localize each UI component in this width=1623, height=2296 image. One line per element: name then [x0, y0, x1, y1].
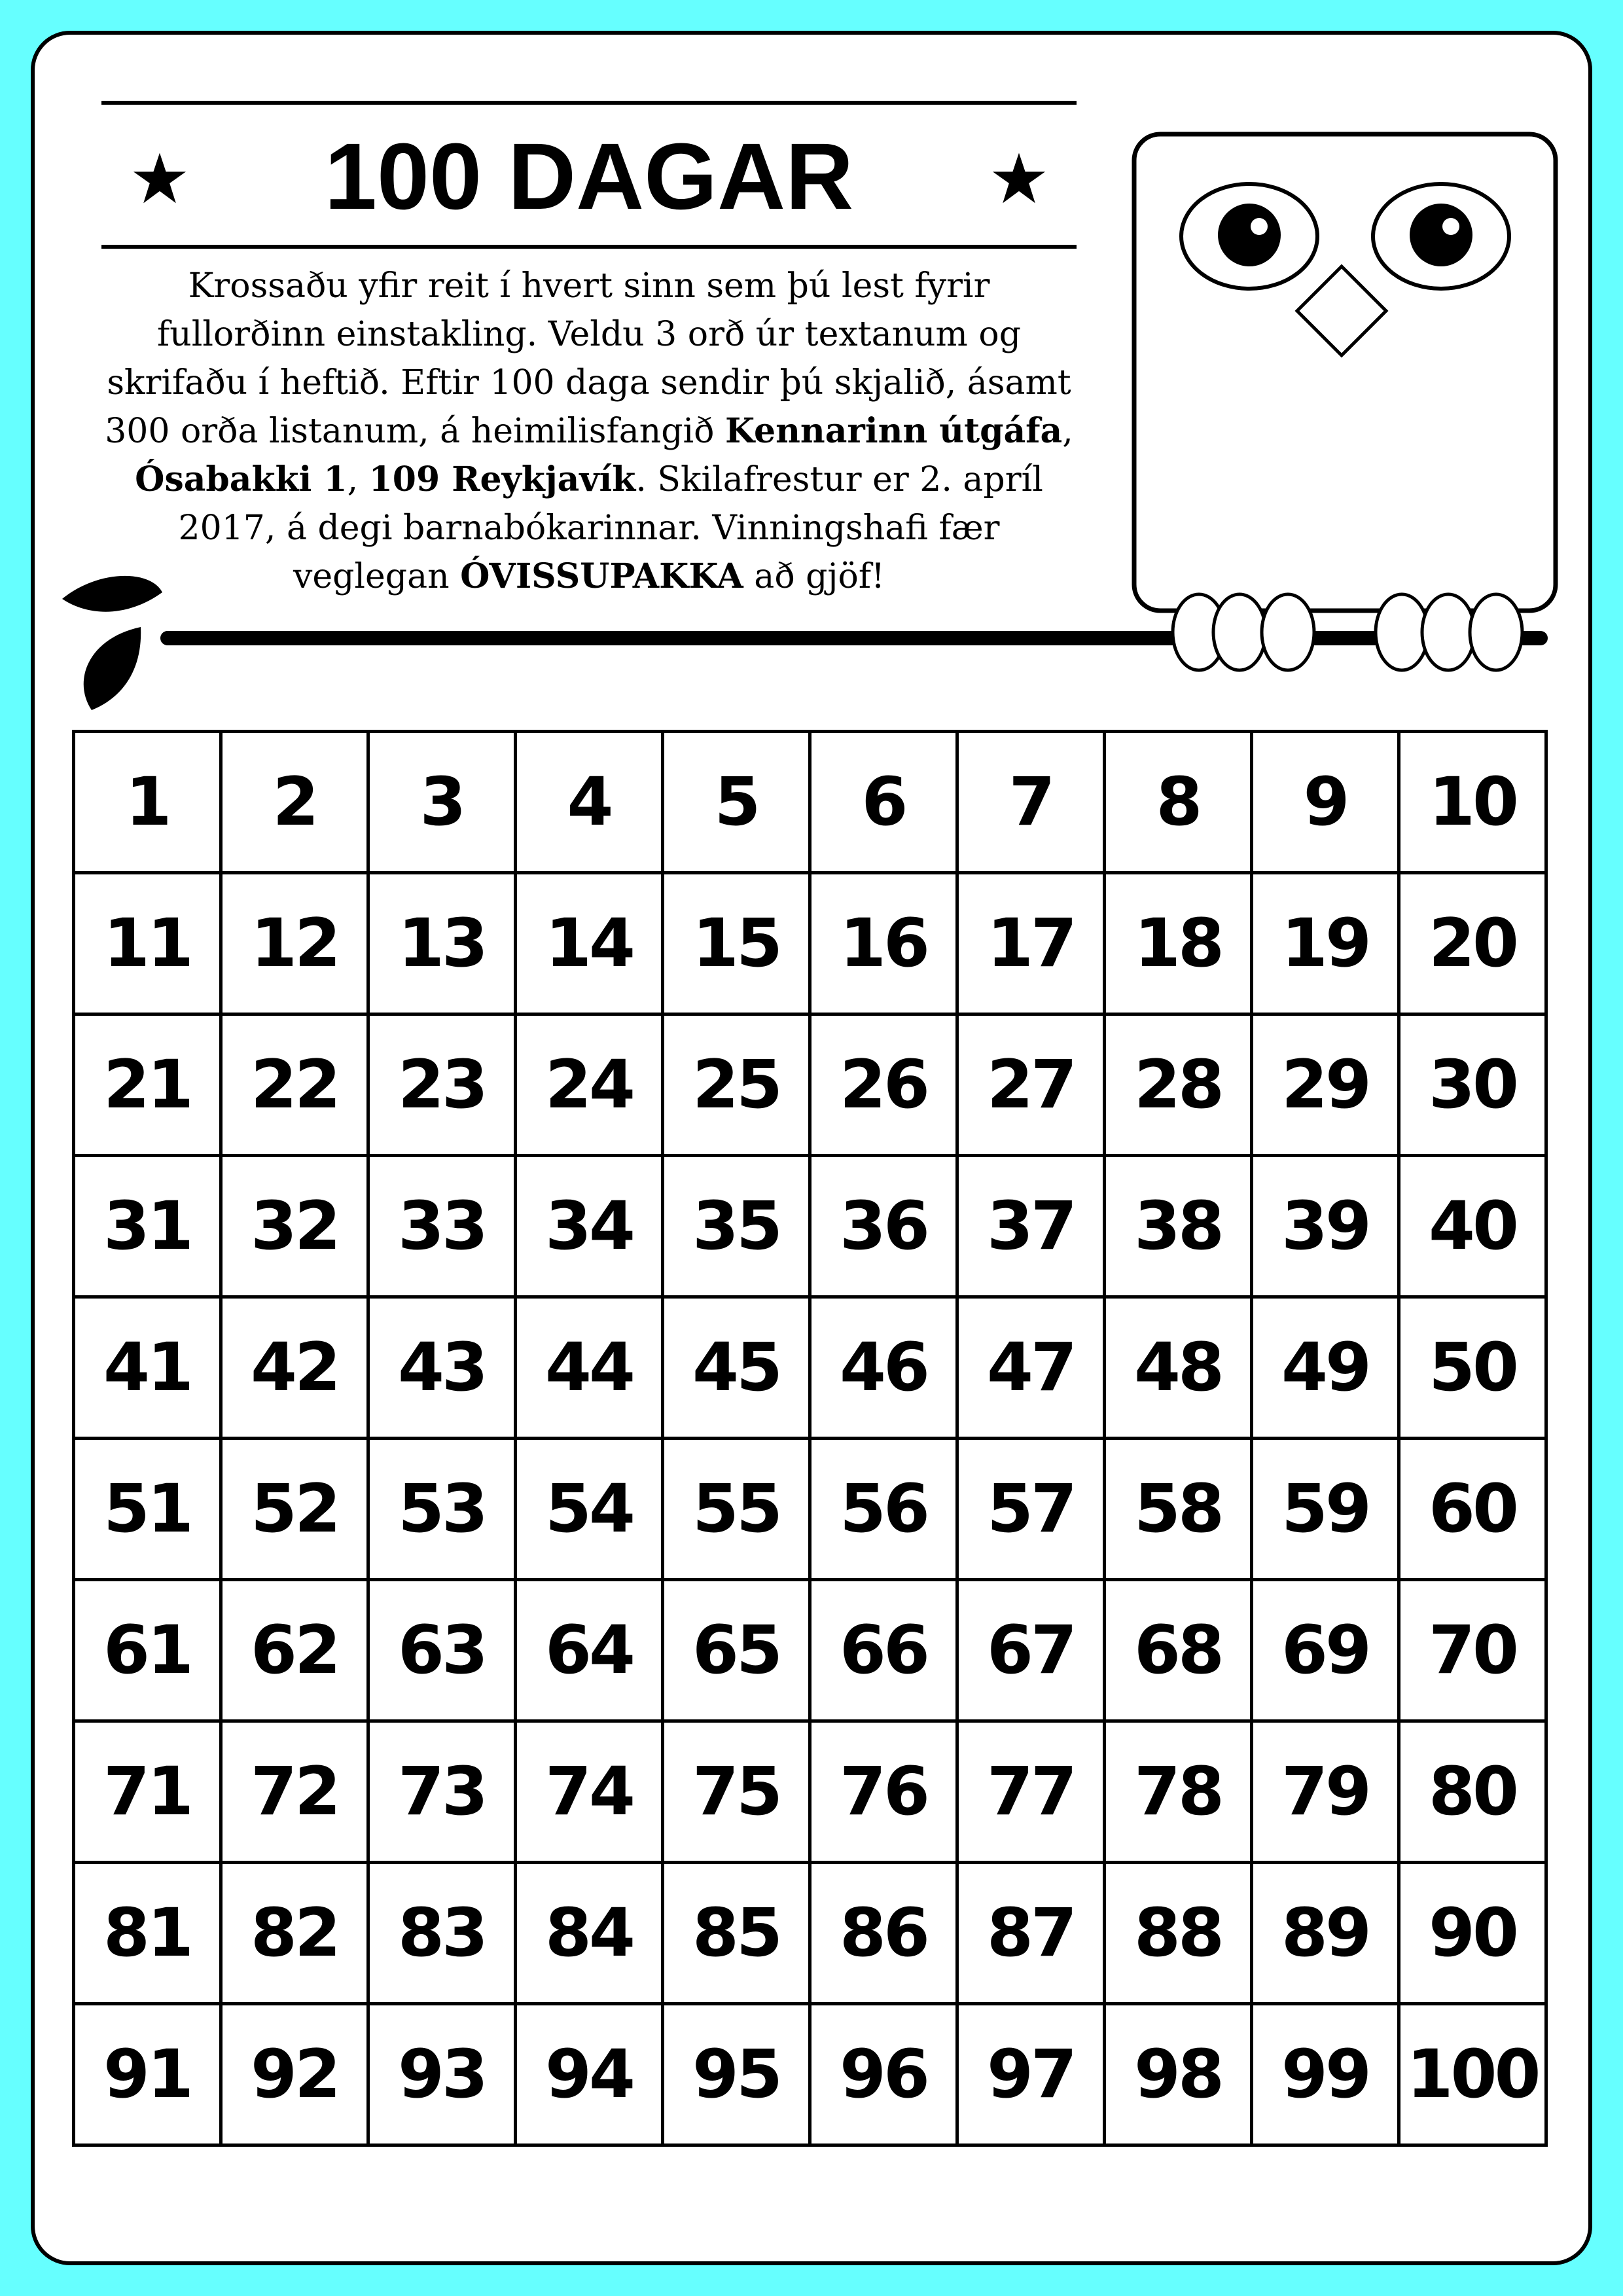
day-cell[interactable]: 40 [1399, 1156, 1546, 1297]
owl-toe [1213, 594, 1266, 670]
day-cell[interactable]: 55 [663, 1439, 810, 1580]
day-cell[interactable]: 26 [810, 1014, 957, 1156]
day-cell[interactable]: 90 [1399, 1863, 1546, 2004]
instructions-bold-text: Kennarinn útgáfa [724, 411, 1063, 451]
day-cell[interactable]: 81 [74, 1863, 221, 2004]
day-cell[interactable]: 43 [368, 1297, 516, 1439]
day-cell[interactable]: 10 [1399, 732, 1546, 873]
day-cell[interactable]: 21 [74, 1014, 221, 1156]
instructions-text-run: að gjöf! [743, 557, 885, 596]
grid-row [74, 1721, 1546, 1863]
day-cell[interactable]: 79 [1252, 1721, 1399, 1863]
grid-row [74, 873, 1546, 1014]
day-cell[interactable]: 63 [368, 1580, 516, 1721]
grid-row [74, 1156, 1546, 1297]
instructions-bold-text: ÓVISSUPAKKA [460, 556, 743, 596]
instructions-text-run: Krossaðu yfir reit í hvert sinn sem þú lest fyrir fullorðinn einstakling. Veldu 3 orð úr textanum og skrifaðu í heftið. Eftir 100 daga sendir þú skjalið, ásamt 300 orða listanum, á heimilisfangið [105, 266, 1071, 451]
day-cell[interactable]: 64 [516, 1580, 663, 1721]
day-cell[interactable]: 42 [221, 1297, 368, 1439]
grid-row [74, 1863, 1546, 2004]
day-cell[interactable]: 27 [957, 1014, 1105, 1156]
day-cell[interactable]: 44 [516, 1297, 663, 1439]
instructions-text-run: , [347, 460, 369, 499]
owl-toe [1470, 594, 1522, 670]
day-cell[interactable]: 74 [516, 1721, 663, 1863]
day-cell[interactable]: 28 [1105, 1014, 1252, 1156]
day-cell[interactable]: 20 [1399, 873, 1546, 1014]
day-cell[interactable]: 91 [74, 2004, 221, 2145]
day-cell[interactable]: 47 [957, 1297, 1105, 1439]
leaf-icon [62, 576, 162, 612]
day-cell[interactable]: 87 [957, 1863, 1105, 2004]
grid-row [74, 732, 1546, 873]
day-cell[interactable]: 51 [74, 1439, 221, 1580]
day-cell[interactable]: 6 [810, 732, 957, 873]
day-cell[interactable]: 95 [663, 2004, 810, 2145]
day-cell[interactable]: 97 [957, 2004, 1105, 2145]
day-cell[interactable]: 66 [810, 1580, 957, 1721]
day-cell[interactable]: 41 [74, 1297, 221, 1439]
instructions-bold-text: 109 Reykjavík [368, 459, 636, 499]
day-cell[interactable]: 37 [957, 1156, 1105, 1297]
day-cell[interactable]: 23 [368, 1014, 516, 1156]
day-cell[interactable]: 84 [516, 1863, 663, 2004]
owl-illustration [0, 0, 1623, 720]
day-cell[interactable]: 45 [663, 1297, 810, 1439]
leaf-icon [84, 627, 141, 710]
day-cell[interactable]: 22 [221, 1014, 368, 1156]
instructions-text-run: , [1062, 412, 1073, 451]
day-cell[interactable]: 25 [663, 1014, 810, 1156]
instructions-bold-text: Ósabakki 1 [135, 459, 348, 499]
day-cell[interactable]: 8 [1105, 732, 1252, 873]
day-cell[interactable]: 12 [221, 873, 368, 1014]
day-cell[interactable]: 34 [516, 1156, 663, 1297]
day-cell[interactable]: 39 [1252, 1156, 1399, 1297]
day-cell[interactable]: 69 [1252, 1580, 1399, 1721]
owl-toe [1422, 594, 1474, 670]
day-cell[interactable]: 72 [221, 1721, 368, 1863]
day-cell[interactable]: 59 [1252, 1439, 1399, 1580]
day-cell[interactable]: 1 [74, 732, 221, 873]
day-cell[interactable]: 11 [74, 873, 221, 1014]
day-cell[interactable]: 19 [1252, 873, 1399, 1014]
day-cell[interactable]: 30 [1399, 1014, 1546, 1156]
day-cell[interactable]: 52 [221, 1439, 368, 1580]
day-cell[interactable]: 48 [1105, 1297, 1252, 1439]
day-cell[interactable]: 80 [1399, 1721, 1546, 1863]
day-cell[interactable]: 96 [810, 2004, 957, 2145]
day-cell[interactable]: 100 [1399, 2004, 1546, 2145]
day-cell[interactable]: 77 [957, 1721, 1105, 1863]
day-cell[interactable]: 88 [1105, 1863, 1252, 2004]
day-cell[interactable]: 86 [810, 1863, 957, 2004]
instructions-text-run: . Skilafrestur er 2. apríl 2017, á degi barnabókarinnar. Vinningshafi fær veglegan [178, 460, 1043, 596]
day-cell[interactable]: 7 [957, 732, 1105, 873]
day-cell[interactable]: 16 [810, 873, 957, 1014]
grid-row [74, 2004, 1546, 2145]
day-cell[interactable]: 99 [1252, 2004, 1399, 2145]
day-cell[interactable]: 35 [663, 1156, 810, 1297]
day-cell[interactable]: 60 [1399, 1439, 1546, 1580]
day-grid [72, 730, 1548, 2147]
day-cell[interactable]: 31 [74, 1156, 221, 1297]
day-cell[interactable]: 49 [1252, 1297, 1399, 1439]
grid-row [74, 1014, 1546, 1156]
day-cell[interactable]: 15 [663, 873, 810, 1014]
day-cell[interactable]: 56 [810, 1439, 957, 1580]
owl-toe [1262, 594, 1314, 670]
day-cell[interactable]: 33 [368, 1156, 516, 1297]
day-cell[interactable]: 62 [221, 1580, 368, 1721]
branch [160, 631, 1548, 645]
day-cell[interactable]: 2 [221, 732, 368, 873]
day-cell[interactable]: 82 [221, 1863, 368, 2004]
day-cell[interactable]: 68 [1105, 1580, 1252, 1721]
day-cell[interactable]: 73 [368, 1721, 516, 1863]
day-cell[interactable]: 13 [368, 873, 516, 1014]
page-title: 100 DAGAR [324, 124, 854, 229]
grid-row [74, 1297, 1546, 1439]
day-cell[interactable]: 71 [74, 1721, 221, 1863]
day-cell[interactable]: 57 [957, 1439, 1105, 1580]
day-cell[interactable]: 32 [221, 1156, 368, 1297]
day-cell[interactable]: 17 [957, 873, 1105, 1014]
day-cell[interactable]: 53 [368, 1439, 516, 1580]
day-cell[interactable]: 36 [810, 1156, 957, 1297]
grid-row [74, 1439, 1546, 1580]
day-cell[interactable]: 29 [1252, 1014, 1399, 1156]
day-cell[interactable]: 3 [368, 732, 516, 873]
day-cell[interactable]: 9 [1252, 732, 1399, 873]
day-cell[interactable]: 65 [663, 1580, 810, 1721]
day-cell[interactable]: 93 [368, 2004, 516, 2145]
owl-toe [1376, 594, 1428, 670]
day-cell[interactable]: 24 [516, 1014, 663, 1156]
day-cell[interactable]: 98 [1105, 2004, 1252, 2145]
day-cell[interactable]: 46 [810, 1297, 957, 1439]
day-cell[interactable]: 14 [516, 873, 663, 1014]
day-cell[interactable]: 67 [957, 1580, 1105, 1721]
day-cell[interactable]: 85 [663, 1863, 810, 2004]
grid-row [74, 1580, 1546, 1721]
day-cell[interactable]: 75 [663, 1721, 810, 1863]
day-cell[interactable]: 50 [1399, 1297, 1546, 1439]
day-cell[interactable]: 61 [74, 1580, 221, 1721]
day-cell[interactable]: 5 [663, 732, 810, 873]
day-cell[interactable]: 83 [368, 1863, 516, 2004]
day-cell[interactable]: 38 [1105, 1156, 1252, 1297]
day-cell[interactable]: 89 [1252, 1863, 1399, 2004]
day-cell[interactable]: 18 [1105, 873, 1252, 1014]
day-cell[interactable]: 4 [516, 732, 663, 873]
day-cell[interactable]: 78 [1105, 1721, 1252, 1863]
day-cell[interactable]: 58 [1105, 1439, 1252, 1580]
day-cell[interactable]: 76 [810, 1721, 957, 1863]
day-cell[interactable]: 54 [516, 1439, 663, 1580]
day-cell[interactable]: 70 [1399, 1580, 1546, 1721]
day-cell[interactable]: 92 [221, 2004, 368, 2145]
day-cell[interactable]: 94 [516, 2004, 663, 2145]
